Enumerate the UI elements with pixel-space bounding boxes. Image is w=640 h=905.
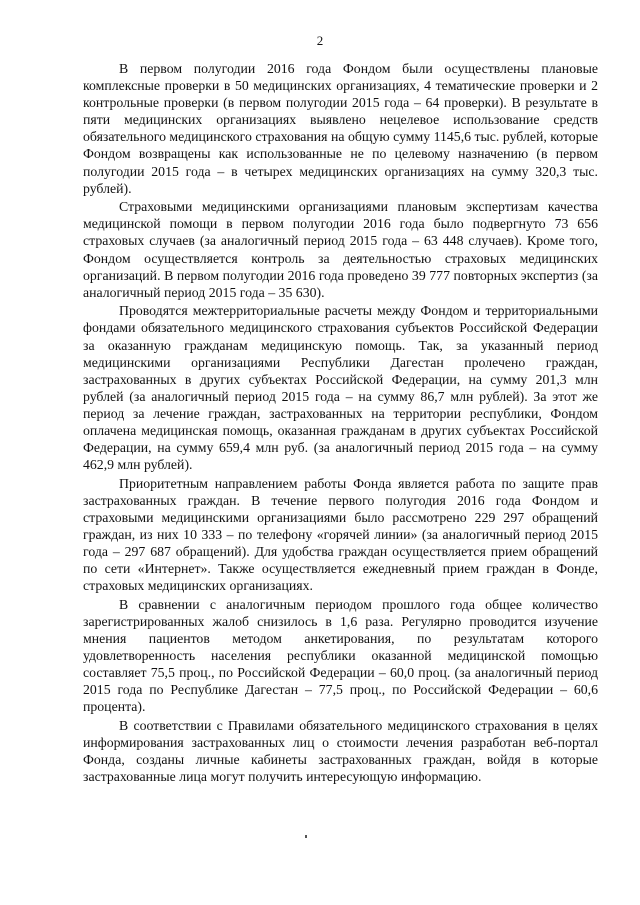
paragraph-complaints: В сравнении с аналогичным периодом прошлого года общее количество зарегистрированных жалоб снизилось в 1,6 раза. Регулярно проводится изучение мнения пациентов методом анкетирования, по результатам которого удовлетворенность населения республики оказанной медицинской помощью составляет 75,5 проц., по Российской Федерации – 60,0 проц. (за аналогичный период 2015 года по Республике Дагестан – 77,5 проц., по Российской Федерации – 60,6 процента).	[83, 596, 598, 715]
paragraph-rights-protection: Приоритетным направлением работы Фонда является работа по защите прав застрахованных граждан. В течение первого полугодия 2016 года Фондом и страховыми медицинскими организациями было рассмотрено 229 297 обращений граждан, из них 10 333 – по телефону «горячей линии» (за аналогичный период 2015 года – 297 687 обращений). Для удобства граждан осуществляется прием обращений по сети «Интернет». Также осуществляется ежедневный прием граждан в Фонде, страховых медицинских организациях.	[83, 475, 598, 594]
document-body	[83, 60, 598, 785]
page-number: 2	[316, 33, 324, 48]
scan-artifact-mark	[305, 835, 307, 838]
paragraph-web-portal: В соответствии с Правилами обязательного медицинского страхования в целях информирования застрахованных лиц о стоимости лечения разработан веб-портал Фонда, созданы личные кабинеты застрахованных граждан, войдя в которые застрахованные лица могут получить интересующую информацию.	[83, 718, 598, 785]
paragraph-expert-reviews: Страховыми медицинскими организациями плановым экспертизам качества медицинской помощи в первом полугодии 2016 года было подвергнуто 73 656 страховых случаев (за аналогичный период 2015 года – 63 448 случаев). Кроме того, Фондом осуществляется контроль за деятельностью страховых медицинских организаций. В первом полугодии 2016 года проведено 39 777 повторных экспертиз (за аналогичный период 2015 года – 35 630).	[83, 199, 598, 300]
paragraph-inspections: В первом полугодии 2016 года Фондом были осуществлены плановые комплексные проверки в 50 медицинских организациях, 4 тематические проверки и 2 контрольные проверки (в первом полугодии 2015 года – 64 проверки). В результате в пяти медицинских организациях выявлено нецелевое использование средств обязательного медицинского страхования на общую сумму 1145,6 тыс. рублей, которые Фондом возвращены как использованные не по целевому назначению (в первом полугодии 2015 года – в четырех медицинских организациях на сумму 320,3 тыс. рублей).	[83, 61, 598, 196]
paragraph-interterritorial-settlements: Проводятся межтерриториальные расчеты между Фондом и территориальными фондами обязательного медицинского страхования субъектов Российской Федерации за оказанную гражданам медицинскую помощь. Так, за указанный период медицинскими организациями Республики Дагестан пролечено граждан, застрахованных в других субъектах Российской Федерации, на сумму 201,3 млн рублей (за аналогичный период 2015 года – на сумму 86,7 млн рублей). За этот же период за лечение граждан, застрахованных на территории республики, Фондом оплачена медицинская помощь, оказанная гражданам в других субъектах Российской Федерации, на сумму 659,4 млн руб. (за аналогичный период 2015 года – на сумму 462,9 млн рублей).	[83, 303, 598, 473]
